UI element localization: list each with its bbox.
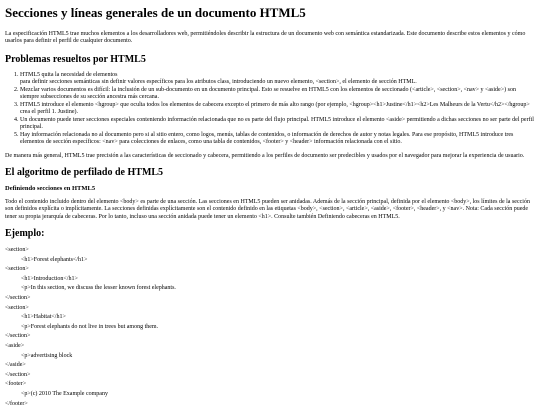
code-line: <p>(c) 2010 The Example company bbox=[21, 390, 108, 397]
code-line: </section> bbox=[5, 295, 31, 302]
problem-item-2-text: Mezclar varios documentos es difícil: la inclusión de un sub-documento en un documento principal. Esto se resuelve en HTML5 con los elementos de seccionado (<article>, <section>, <nav> y <aside>) son siempre subsecciones de su sección ancestra más cercana. bbox=[20, 86, 516, 101]
algorithm-paragraph: Todo el contenido incluido dentro del elemento <body> es parte de una sección. Las secciones en HTML5 pueden ser anidadas. Además de la sección principal, definida por el elemento <body>, los límites de la sección son definidos explícita o implícitamente. La secciones definidas explícitamente son el contenido definido en las etiquetas <body>, <section>, <article>, <aside>, <footer>, <header>, y <nav>. Nota: Cada sección puede tener su propia jerarquía de cabeceras. Por lo tanto, incluso una sección anidada puede tener un elemento <h1>. Consulte también Definiendo cabeceras en HTML5. bbox=[5, 198, 530, 220]
code-line: <section> bbox=[5, 247, 29, 254]
code-line: </aside> bbox=[5, 362, 26, 369]
code-line: <h1>Habitat</h1> bbox=[21, 314, 66, 321]
code-line: </section> bbox=[5, 371, 31, 378]
problems-summary: De manera más general, HTML5 trae precisión a las características de seccionado y cabecera, permitiendo a los perfiles de documento ser predecibles y usados por el navegador para mejorar la experiencia de usuario. bbox=[5, 152, 525, 159]
code-line: <section> bbox=[5, 266, 29, 273]
algorithm-subheading: Definiendo secciones en HTML5 bbox=[5, 185, 96, 193]
code-line: <section> bbox=[5, 304, 29, 311]
algorithm-heading: El algoritmo de perfilado de HTML5 bbox=[5, 167, 164, 179]
problem-item-4 bbox=[20, 117, 535, 132]
code-line: <p>Forest elephants do not live in trees but among them. bbox=[21, 323, 159, 330]
code-line: <aside> bbox=[5, 343, 25, 349]
example-heading: Ejemplo: bbox=[5, 228, 45, 240]
problem-item-5-text: Hay información relacionada no al documento pero si al sitio entero, como logos, menús, tablas de contenidos, o información de derechos de autor y notas legales. Para ese propósito, HTML5 introduce tres elementos de sección específicos: <nav> para colecciones de enlaces, como una tabla de contenidos, <footer> y <header> información relacionada con el sitio. bbox=[20, 131, 514, 146]
problem-item-5 bbox=[20, 132, 535, 147]
code-line: </section> bbox=[5, 333, 31, 340]
problems-list bbox=[5, 72, 535, 147]
code-line: <footer> bbox=[5, 381, 27, 388]
code-line: <h1>Introduction</h1> bbox=[21, 275, 78, 282]
problem-item-3-text: HTML5 introduce el elemento <hgroup> que oculta todos los elementos de cabecera excepto el primero de más alto rango (por ejemplo, <hgroup><h1>Justine</h1><h2>Les Malheurs de la Vertu</h2></hgroup> crea el perfil 1. Justine). bbox=[20, 101, 530, 116]
problem-item-1-text: HTML5 quita la necesidad de elementos para definir secciones semánticas sin definir valores específicos para los atributos class, introduciendo un nuevo elemento, <section>, el elemento de sección HTML. bbox=[20, 71, 417, 86]
problem-item-1 bbox=[20, 72, 535, 87]
intro-paragraph: La especificación HTML5 trae muchos elementos a los desarrolladores web, permitiéndoles describir la estructura de un documento web con semántica estandarizada. Este documento describe estos elementos y cómo usarlos para definir el perfil de cualquier documento. bbox=[5, 30, 526, 45]
problem-item-4-text: Un documento puede tener secciones especiales conteniendo información relacionada que no es parte del flujo principal. HTML5 introduce el elemento <aside> permitiendo a dichas secciones no ser parte del perfil principal. bbox=[20, 116, 534, 131]
problem-item-2 bbox=[20, 87, 535, 102]
code-line: <p>In this section, we discuss the lesser known forest elephants. bbox=[21, 285, 176, 292]
code-line: <h1>Forest elephants</h1> bbox=[21, 256, 88, 263]
problems-heading: Problemas resueltos por HTML5 bbox=[5, 53, 146, 65]
code-line: <p>advertising block bbox=[21, 352, 73, 359]
page-title: Secciones y líneas generales de un documento HTML5 bbox=[5, 5, 306, 20]
example-code-block bbox=[5, 246, 535, 409]
problem-item-3 bbox=[20, 102, 535, 117]
code-line: </footer> bbox=[5, 400, 28, 407]
